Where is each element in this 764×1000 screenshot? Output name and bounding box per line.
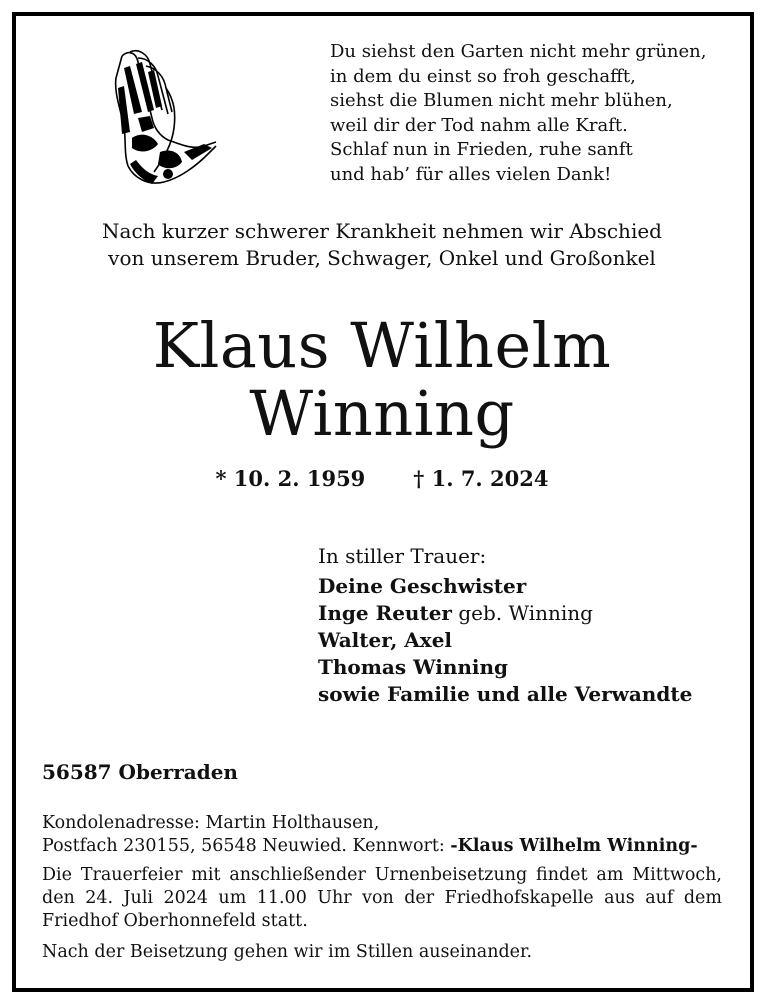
condolence-postbox (42, 835, 722, 858)
poem-line: siehst die Blumen nicht mehr blühen, (330, 90, 673, 111)
mourners-heading: In stiller Trauer: (318, 544, 487, 568)
ceremony-text: Die Trauerfeier mit anschließender Urnenbeisetzung findet am Mittwoch, den 24. Juli 2024 um 11.00 Uhr von der Friedhofskapelle aus auf dem Friedhof Oberhonnefeld statt. (42, 865, 722, 931)
poem-line: in dem du einst so froh geschafft, (330, 65, 636, 87)
poem (330, 40, 706, 187)
birth-date: * 10. 2. 1959 (215, 466, 366, 491)
poem-line: Du siehst den Garten nicht mehr grünen, (330, 41, 707, 62)
death-date: † 1. 7. 2024 (413, 466, 549, 491)
intro-line: von unserem Bruder, Schwager, Onkel und Großonkel (108, 246, 656, 270)
mourner-line: Walter, Axel (318, 628, 453, 652)
mourner-line: Thomas Winning (318, 655, 509, 679)
deceased-name (0, 309, 764, 450)
poem-line: Schlaf nun in Frieden, ruhe sanft (330, 139, 633, 160)
place: 56587 Oberraden (42, 760, 238, 784)
footer-info (42, 812, 722, 964)
condolence-address: Kondolenadresse: Martin Holthausen, (42, 813, 380, 833)
mourners-block (318, 543, 692, 708)
poem-line: weil dir der Tod nahm alle Kraft. (330, 114, 628, 136)
poem-line: und hab’ für alles vielen Dank! (330, 163, 612, 185)
praying-hands-icon (108, 48, 220, 190)
closing-text: Nach der Beisetzung gehen wir im Stillen auseinander. (42, 942, 533, 962)
intro-line: Nach kurzer schwerer Krankheit nehmen wir Abschied (102, 219, 662, 243)
mourner-name: Inge Reuter (318, 601, 452, 625)
mourner-maiden-name: geb. Winning (451, 601, 593, 625)
name-line-last: Winning (249, 377, 515, 450)
name-line-first: Klaus Wilhelm (152, 309, 612, 382)
mourner-line: Deine Geschwister (318, 574, 527, 598)
postbox-text: Postfach 230155, 56548 Neuwied. Kennwort: (42, 836, 451, 856)
condolence-keyword: -Klaus Wilhelm Winning- (450, 836, 698, 856)
life-dates (0, 466, 764, 491)
mourner-line: sowie Familie und alle Verwandte (318, 682, 693, 706)
intro-text (0, 218, 764, 272)
